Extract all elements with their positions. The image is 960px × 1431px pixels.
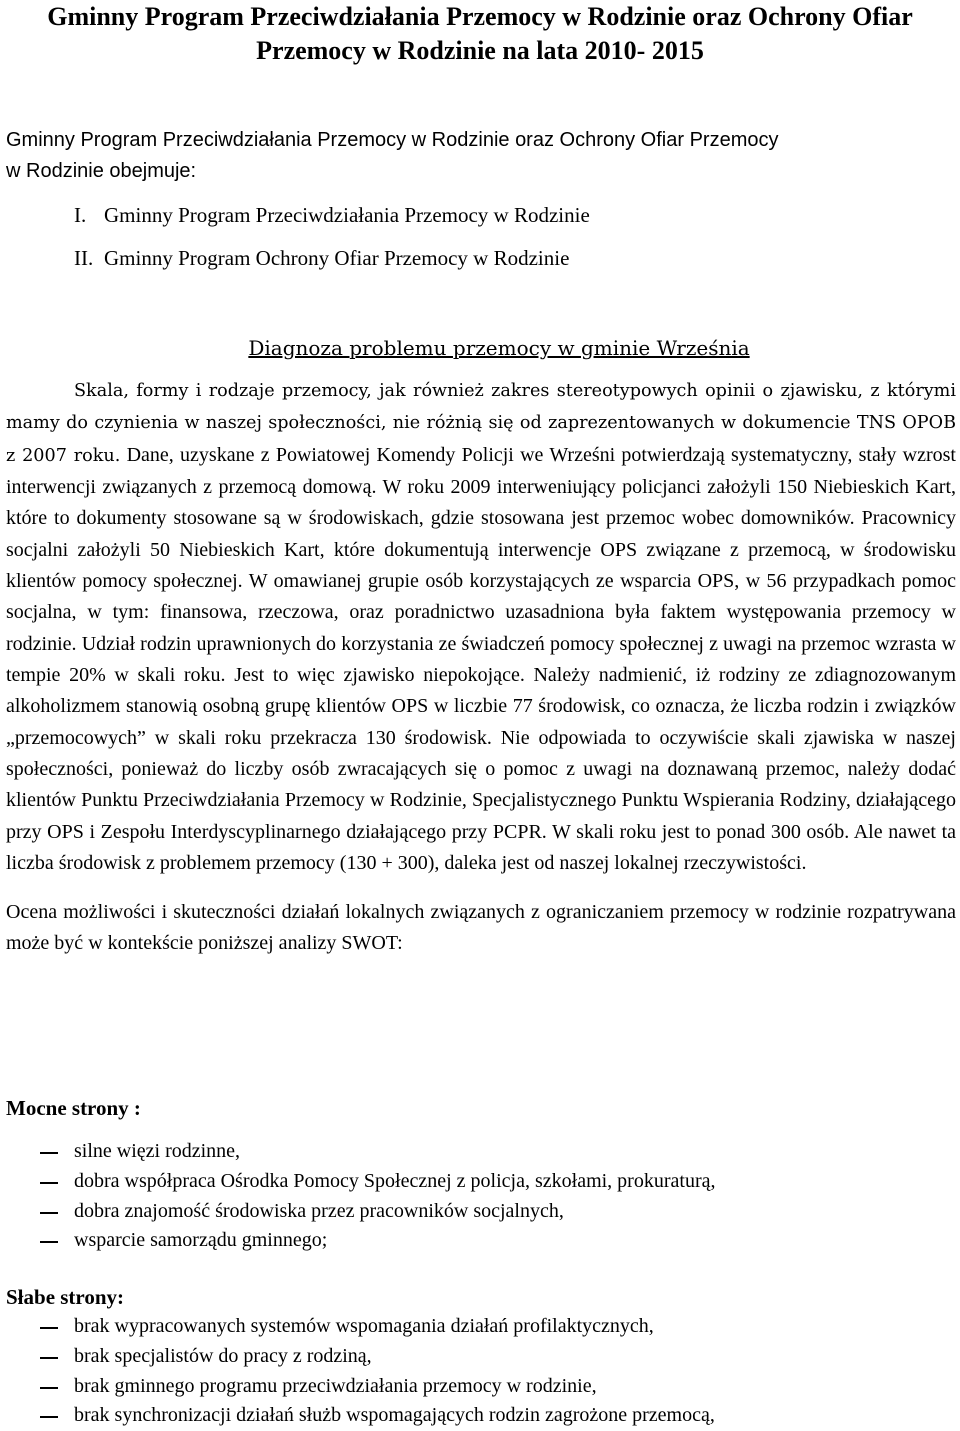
dash-bullet-icon: [40, 1387, 58, 1389]
dash-bullet-icon: [40, 1241, 58, 1243]
diagnosis-paragraph-1-rest: Dane, uzyskane z Powiatowej Komendy Policji we Wrześni potwierdzają systematyczny, stały wzrost interwencji związanych z przemocą domową. W roku 2009 interweniujący policjanci założyli 150 Niebieskich Kart, które to dokumenty stosowane są w środowiskach, gdzie stosowana jest przemoc wobec domowników. Pracownicy socjalni założyli 50 Niebieskich Kart, które dokumentują interwencje OPS związane z przemocą, w środowisku klientów pomocy społecznej. W omawianej grupie osób korzystających ze wsparcia OPS, w 56 przypadkach pomoc socjalna, w tym: finansowa, rzeczowa, oraz poradnictwo uzasadniona była faktem występowania przemocy w rodzinie. Udział rodzin uprawnionych do korzystania ze świadczeń pomocy społecznej z uwagi na przemoc wzrasta w tempie 20% w skali roku. Jest to więc zjawisko niepokojące. Należy nadmienić, iż rodziny ze zdiagnozowanym alkoholizmem stanowią osobną grupę klientów OPS w liczbie 77 środowisk, co oznacza, że liczba rodzin i związków „przemocowych” w skali roku przekracza 130 środowisk. Nie odpowiada to oczywiście skali zjawiska w naszej społeczności, ponieważ do liczby osób zwracających się o pomoc z uwagi na doznawaną przemoc, należy dodać klientów Punktu Przeciwdziałania Przemocy w Rodzinie, Specjalistycznego Punktu Wspierania Rodziny, działającego przy OPS i Zespołu Interdyscyplinarnego działającego przy PCPR. W skali roku jest to ponad 300 osób. Ale nawet ta liczba środowisk z problemem przemocy (130 + 300), daleka jest od naszej lokalnej rzeczywistości.: [6, 443, 956, 875]
program-item-number: I.: [74, 203, 87, 227]
diagnosis-paragraph-1-start: Skala, formy i rodzaje przemocy, jak również zakres stereotypowych opinii o zjawisku, z którymi mamy do czynienia w naszej społeczności, nie różnią się od zaprezentowanych w dokumencie TNS OPOB z 2007 roku.: [6, 381, 956, 466]
strengths-heading: Mocne strony :: [6, 1096, 141, 1120]
dash-bullet-icon: [40, 1357, 58, 1359]
section-heading-diagnosis: Diagnoza problemu przemocy w gminie Września: [248, 336, 750, 360]
program-item-number: II.: [74, 246, 94, 270]
list-item-text: brak specjalistów do pracy z rodziną,: [74, 1344, 372, 1367]
dash-bullet-icon: [40, 1212, 58, 1214]
program-item-text: Gminny Program Przeciwdziałania Przemocy w Rodzinie: [104, 203, 590, 227]
program-item-text: Gminny Program Ochrony Ofiar Przemocy w Rodzinie: [104, 246, 570, 270]
title-line-2: Przemocy w Rodzinie na lata 2010- 2015: [256, 36, 704, 65]
diagnosis-paragraph-2: Ocena możliwości i skuteczności działań lokalnych związanych z ograniczaniem przemocy w rodzinie rozpatrywana może być w kontekście poniższej analizy SWOT:: [6, 900, 956, 954]
list-item: [0, 1226, 715, 1256]
list-item: [0, 1372, 715, 1402]
list-item: [0, 1167, 715, 1197]
list-item-text: brak synchronizacji działań służb wspomagających rodzin zagrożone przemocą,: [74, 1404, 715, 1427]
program-item-1: [74, 200, 590, 230]
intro-line-1: Gminny Program Przeciwdziałania Przemocy w Rodzinie oraz Ochrony Ofiar Przemocy: [6, 129, 779, 151]
list-item-text: dobra współpraca Ośrodka Pomocy Społecznej z policja, szkołami, prokuraturą,: [74, 1169, 716, 1192]
list-item: [0, 1137, 715, 1167]
intro-paragraph: [6, 125, 946, 187]
weaknesses-list: [0, 1312, 715, 1431]
list-item-text: brak wypracowanych systemów wspomagania działań profilaktycznych,: [74, 1315, 654, 1337]
dash-bullet-icon: [40, 1152, 58, 1154]
list-item: [0, 1401, 715, 1431]
list-item: [0, 1342, 715, 1372]
list-item-text: dobra znajomość środowiska przez pracowników socjalnych,: [74, 1199, 564, 1222]
list-item-text: brak gminnego programu przeciwdziałania przemocy w rodzinie,: [74, 1374, 597, 1397]
dash-bullet-icon: [40, 1327, 58, 1329]
program-item-2: [74, 243, 569, 273]
diagnosis-body: [6, 375, 956, 959]
list-item: [0, 1197, 715, 1227]
title-line-1: Gminny Program Przeciwdziałania Przemocy w Rodzinie oraz Ochrony Ofiar: [47, 2, 913, 31]
list-item-text: wsparcie samorządu gminnego;: [74, 1229, 328, 1252]
intro-line-2: w Rodzinie obejmuje:: [6, 160, 197, 182]
strengths-list: [0, 1137, 715, 1256]
list-item: [0, 1312, 715, 1342]
dash-bullet-icon: [40, 1416, 58, 1418]
dash-bullet-icon: [40, 1182, 58, 1184]
weaknesses-heading: Słabe strony:: [6, 1285, 125, 1309]
list-item-text: silne więzi rodzinne,: [74, 1140, 241, 1162]
document-title: [0, 0, 960, 68]
diagnosis-paragraph-1: [6, 375, 956, 880]
